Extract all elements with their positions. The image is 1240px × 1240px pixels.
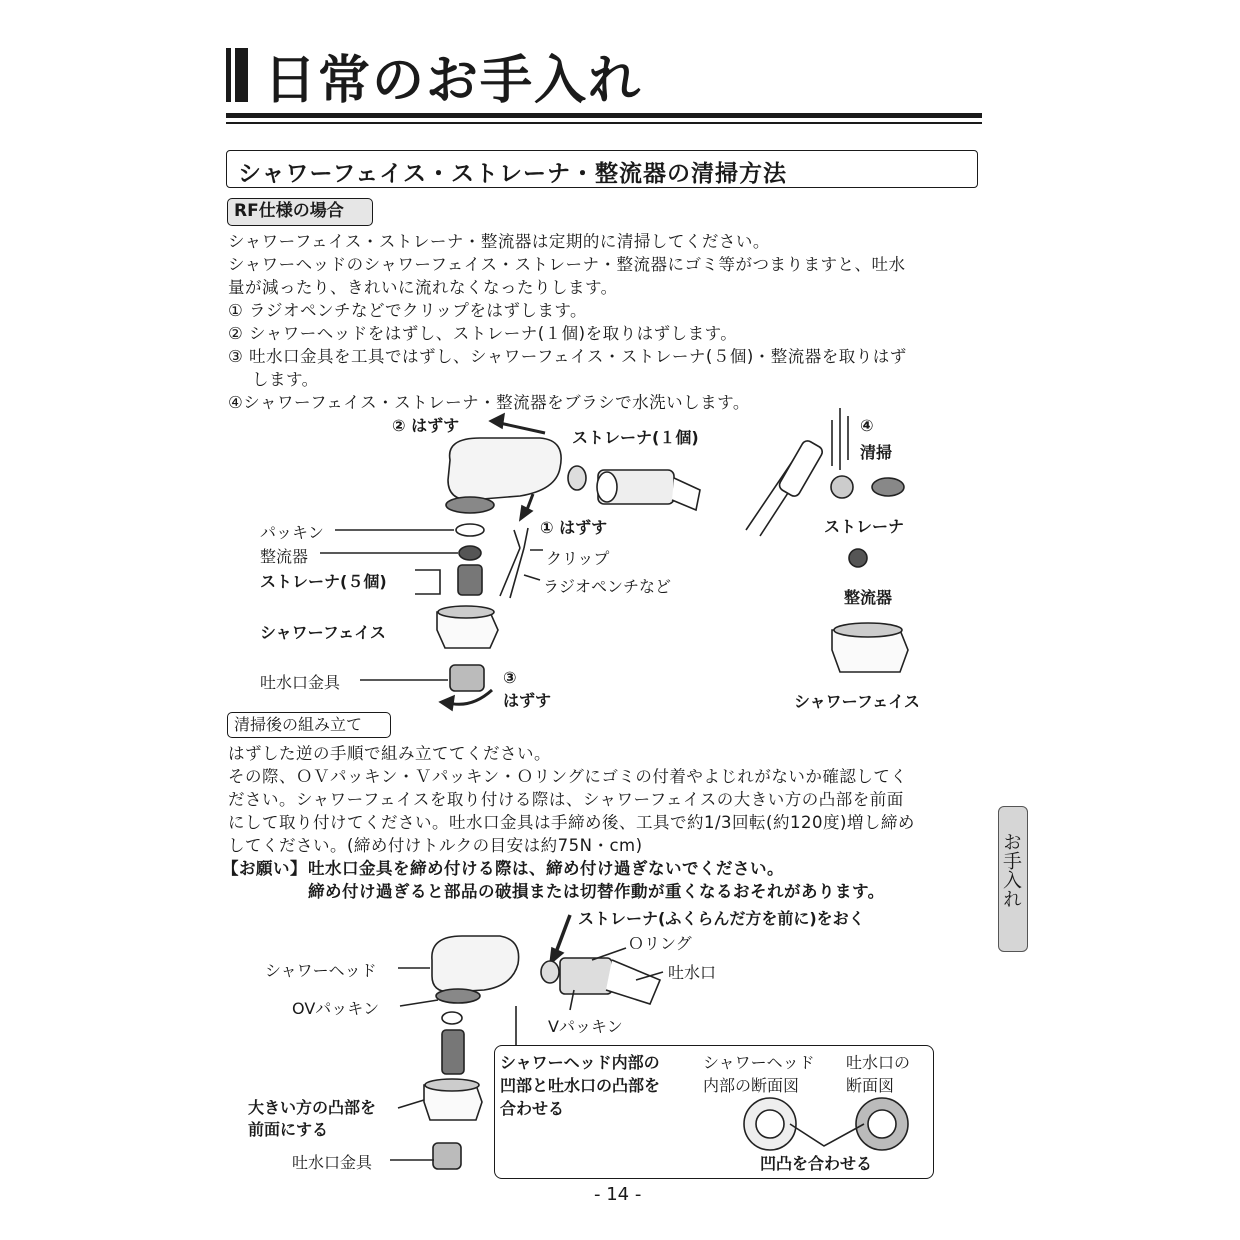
label-remove-step1: ① はずす [540, 518, 608, 537]
request-line1: 吐水口金具を締め付ける際は、締め付け過ぎないでください。 [308, 859, 784, 878]
box-line3: 合わせる [500, 1099, 565, 1118]
rf-step4: ④シャワーフェイス・ストレーナ・整流器をブラシで水洗いします。 [228, 393, 750, 412]
rf-intro-line2: シャワーヘッドのシャワーフェイス・ストレーナ・整流器にゴミ等がつまりますと、吐水 [228, 255, 906, 274]
label-clean-strainer: ストレーナ [824, 517, 905, 536]
label-o-ring: Ｏリング [628, 934, 692, 953]
head-section-line2: 内部の断面図 [703, 1076, 800, 1095]
reassembly-line1: はずした逆の手順で組み立ててください。 [228, 744, 551, 763]
reassembly-line2: その際、ＯＶパッキン・Ｖパッキン・Ｏリングにゴミの付着やよじれがないか確認してく [228, 767, 908, 786]
label-big-protrusion-line1: 大きい方の凸部を [248, 1098, 377, 1117]
label-big-protrusion-line2: 前面にする [248, 1120, 329, 1139]
label-rectifier: 整流器 [260, 547, 309, 566]
label-remove-step3-num: ③ [503, 668, 517, 687]
label-spout-fitting: 吐水口金具 [260, 673, 341, 692]
label-clean: 清掃 [860, 443, 893, 462]
box-line2: 凹部と吐水口の凸部を [500, 1076, 661, 1095]
label-spout: 吐水口 [668, 963, 717, 982]
box-line1: シャワーヘッド内部の [500, 1053, 660, 1072]
label-clean-num: ④ [860, 416, 874, 435]
rf-step3-line2: します。 [252, 370, 319, 389]
label-strainer-one: ストレーナ(１個) [572, 428, 699, 447]
label-shower-head: シャワーヘッド [265, 961, 377, 980]
section-title: シャワーフェイス・ストレーナ・整流器の清掃方法 [238, 161, 788, 187]
shower-head-illustration-2 [432, 936, 519, 992]
label-v-packing: Vパッキン [548, 1017, 623, 1036]
head-section-line1: シャワーヘッド [703, 1053, 815, 1072]
label-ov-packing: OVパッキン [292, 999, 380, 1018]
label-pliers: ラジオペンチなど [543, 577, 672, 596]
label-remove-step2: ② はずす [392, 416, 460, 435]
label-spout-fitting-2: 吐水口金具 [292, 1153, 373, 1172]
label-clip: クリップ [546, 549, 610, 568]
reassembly-line3: ださい。シャワーフェイスを取り付ける際は、シャワーフェイスの大きい方の凸部を前面 [228, 790, 904, 809]
label-align: 凹凸を合わせる [760, 1154, 873, 1173]
label-shower-face: シャワーフェイス [260, 623, 386, 642]
side-tab-label: お手入れ [1000, 832, 1022, 908]
rf-step1: ① ラジオペンチなどでクリップをはずします。 [228, 301, 588, 320]
label-clean-shower-face: シャワーフェイス [794, 692, 920, 711]
page-number: - 14 - [594, 1184, 642, 1205]
label-remove-step3: はずす [503, 691, 552, 710]
spout-section-line2: 断面図 [846, 1076, 895, 1095]
reassembly-tag: 清掃後の組み立て [227, 712, 391, 738]
rf-intro-line3: 量が減ったり、きれいに流れなくなったりします。 [228, 278, 618, 297]
reassembly-line5: してください。(締め付けトルクの目安は約75N・cm) [228, 836, 643, 855]
request-label: 【お願い】 [222, 859, 307, 878]
reassembly-line4: にして取り付けてください。吐水口金具は手締め後、工具で約1/3回転(約120度)増し締め [228, 813, 915, 832]
rf-step2: ② シャワーヘッドをはずし、ストレーナ(１個)を取りはずします。 [228, 324, 738, 343]
label-clean-rectifier: 整流器 [844, 588, 893, 607]
rf-step3-line1: ③ 吐水口金具を工具ではずし、シャワーフェイス・ストレーナ(５個)・整流器を取りはず [228, 347, 907, 366]
request-line2: 締め付け過ぎると部品の破損または切替作動が重くなるおそれがあります。 [308, 882, 885, 901]
rf-spec-tag: RF仕様の場合 [227, 198, 373, 226]
label-strainer-five: ストレーナ(５個) [260, 572, 387, 591]
rf-intro-line1: シャワーフェイス・ストレーナ・整流器は定期的に清掃してください。 [228, 232, 770, 251]
spout-section-line1: 吐水口の [846, 1053, 911, 1072]
page-title: 日常のお手入れ [264, 51, 643, 111]
label-strainer-note: ストレーナ(ふくらんだ方を前に)をおく [578, 909, 865, 928]
label-packing: パッキン [260, 523, 324, 542]
